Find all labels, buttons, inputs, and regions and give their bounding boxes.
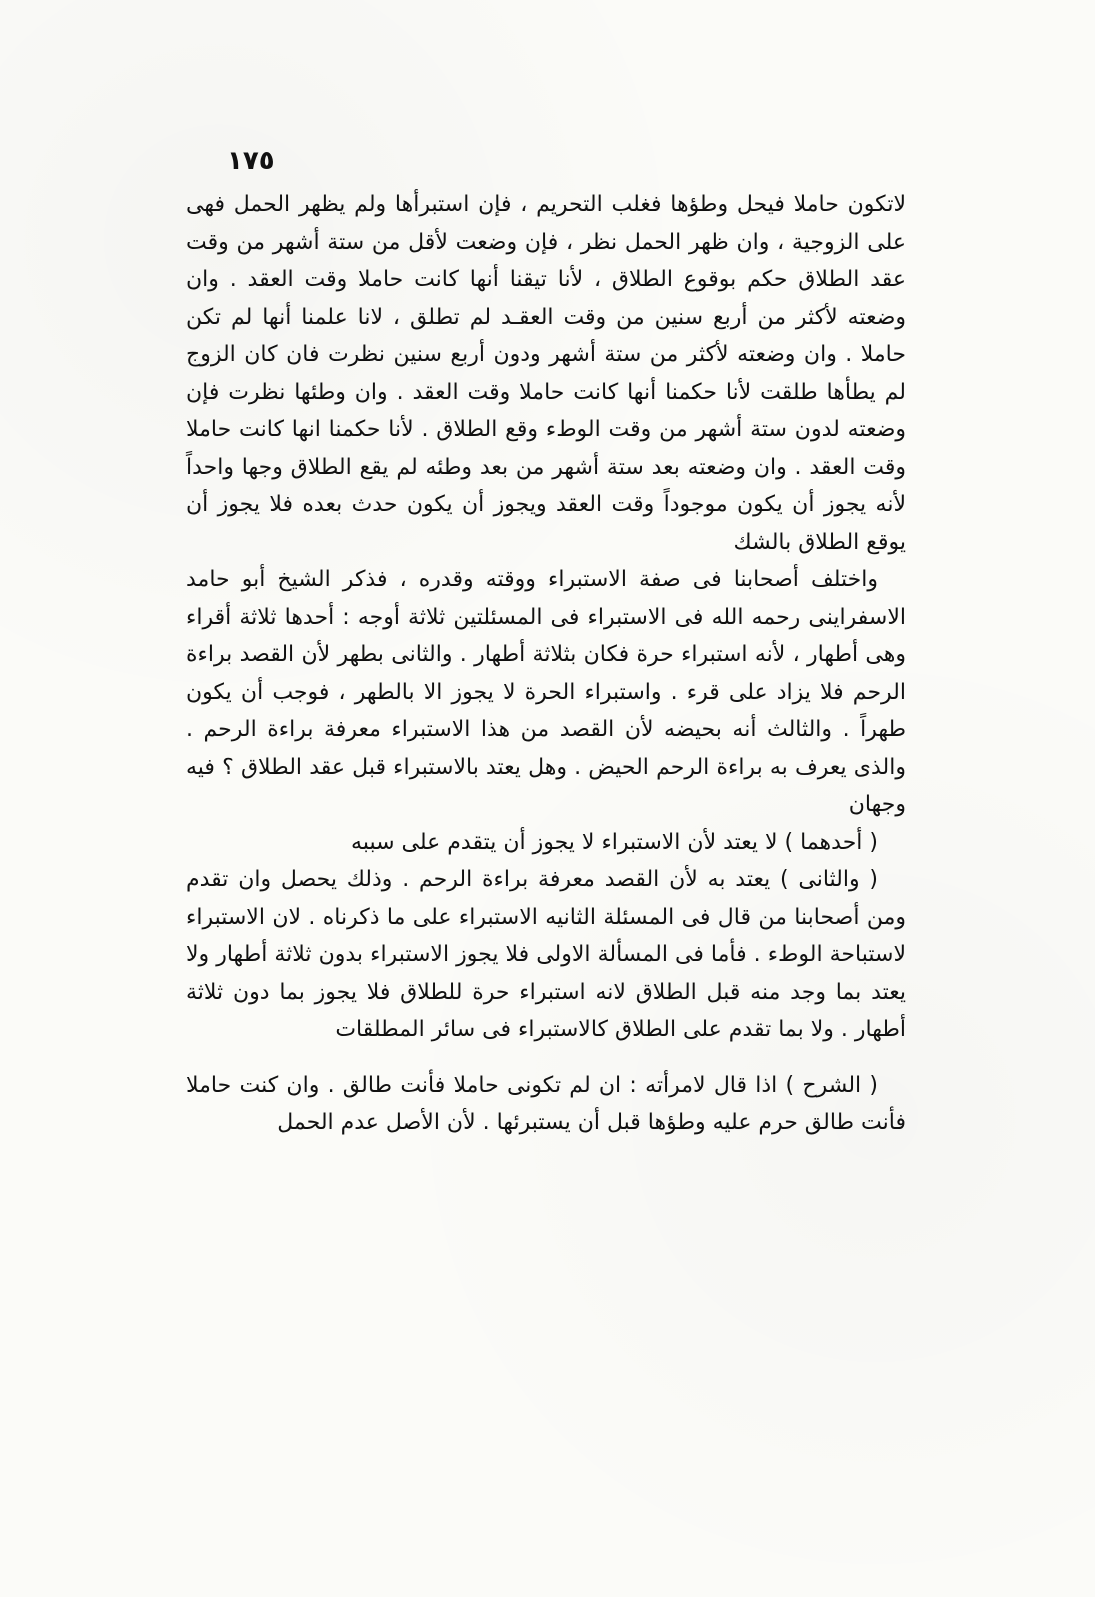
paragraph-3: ( أحدهما ) لا يعتد لأن الاستبراء لا يجوز أن يتقدم على سببه [351, 829, 878, 855]
page-body [186, 186, 906, 1142]
paragraph-4: ( والثانى ) يعتد به لأن القصد معرفة براءة الرحم . وذلك يحصل وان تقدم ومن أصحابنا من قال فى المسئلة الثانيه الاستبراء على ما ذكرناه . لان الاستبراء لاستباحة الوطء . فأما فى المسألة الاولى فلا يجوز الاستبراء بدون ثلاثة أطهار ولا يعتد بما وجد منه قبل الطلاق لانه استبراء حرة للطلاق فلا يجوز بما دون ثلاثة أطهار . ولا بما تقدم على الطلاق كالاستبراء فى سائر المطلقات [186, 867, 906, 1042]
paragraph-1: لاتكون حاملا فيحل وطؤها فغلب التحريم ، فإن استبرأها ولم يظهر الحمل فهى على الزوجية ، وان ظهر الحمل نظر ، فإن وضعت لأقل من ستة أشهر من وقت عقد الطلاق حكم بوقوع الطلاق ، لأنا تيقنا أنها كانت حاملا وقت العقد . وان وضعته لأكثر من أربع سنين من وقت العقـد لم تطلق ، لانا علمنا أنها لم تكن حاملا . وان وضعته لأكثر من ستة أشهر ودون أربع سنين نظرت فان كان الزوج لم يطأها طلقت لأنا حكمنا أنها كانت حاملا وقت العقد . وان وطئها نظرت فإن وضعته لدون ستة أشهر من وقت الوطء وقع الطلاق . لأنا حكمنا انها كانت حاملا وقت العقد . وان وضعته بعد ستة أشهر من بعد وطئه لم يقع الطلاق وجها واحداً لأنه يجوز أن يكون موجوداً وقت العقد ويجوز أن يكون حدث بعده فلا يجوز أن يوقع الطلاق بالشك [186, 192, 906, 555]
paragraph-2: واختلف أصحابنا فى صفة الاستبراء ووقته وقدره ، فذكر الشيخ أبو حامد الاسفراينى رحمه الله فى الاستبراء فى المسئلتين ثلاثة أوجه : أحدها ثلاثة أقراء وهى أطهار ، لأنه استبراء حرة فكان بثلاثة أطهار . والثانى بطهر لأن القصد براءة الرحم فلا يزاد على قرء . واستبراء الحرة لا يجوز الا بالطهر ، فوجب أن يكون طهراً . والثالث أنه بحيضه لأن القصد من هذا الاستبراء معرفة براءة الرحم . والذى يعرف به براءة الرحم الحيض . وهل يعتد بالاستبراء قبل عقد الطلاق ؟ فيه وجهان [186, 567, 906, 817]
paragraph-5: ( الشرح ) اذا قال لامرأته : ان لم تكونى حاملا فأنت طالق . وان كنت حاملا فأنت طالق حرم عليه وطؤها قبل أن يستبرئها . لأن الأصل عدم الحمل [186, 1072, 906, 1135]
page-number: ١٧٥ [227, 146, 275, 176]
